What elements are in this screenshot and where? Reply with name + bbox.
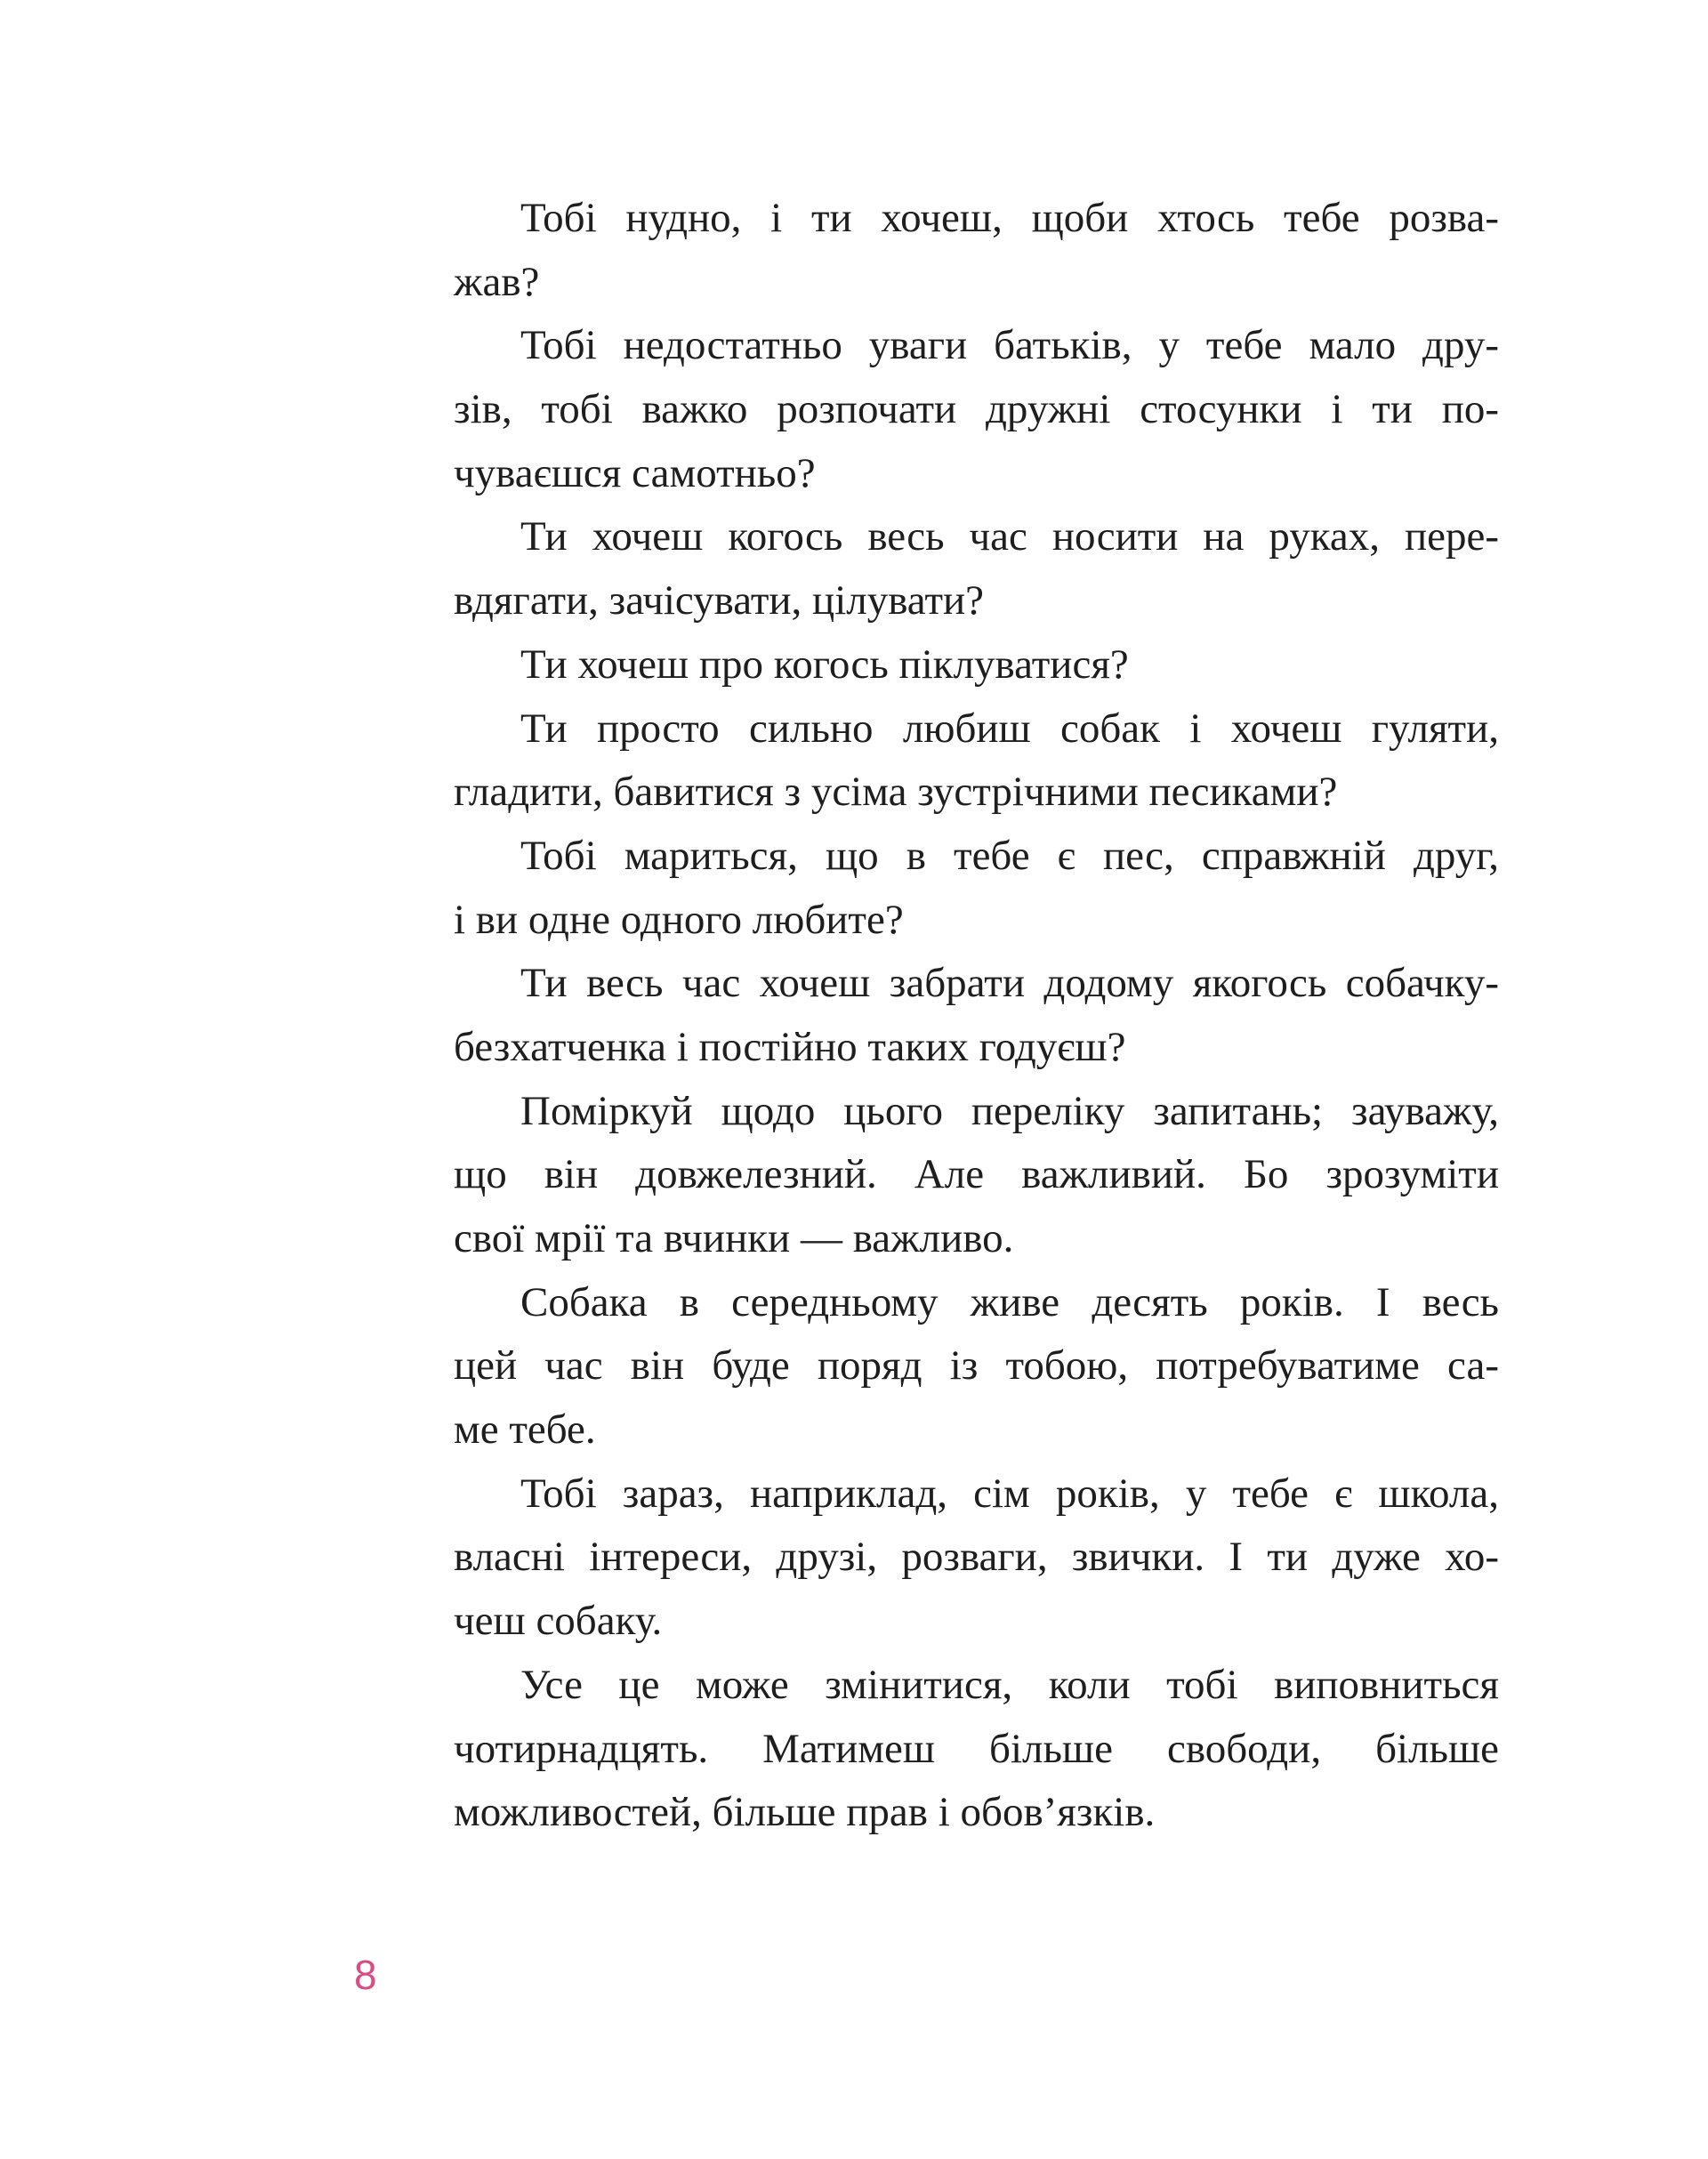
text-line: свої мрії та вчинки — важливо. bbox=[454, 1215, 1014, 1261]
text-line: Тобі мариться, що в тебе є пес, справжній друг, bbox=[520, 832, 1499, 879]
text-line: що він довжелезний. Але важливий. Бо зрозуміти bbox=[454, 1151, 1499, 1198]
text-line: Ти хочеш про когось піклуватися? bbox=[520, 640, 1129, 688]
paragraph bbox=[454, 505, 1499, 632]
text-line: чуваєшся самотньо? bbox=[454, 449, 816, 496]
paragraph bbox=[454, 952, 1499, 1079]
paragraph bbox=[454, 697, 1499, 825]
text-line: ме тебе. bbox=[454, 1406, 596, 1454]
page-number: 8 bbox=[354, 1952, 377, 1998]
text-line: Ти весь час хочеш забрати додому якогось собачку- bbox=[520, 960, 1499, 1007]
paragraph bbox=[454, 1080, 1499, 1271]
body-text bbox=[454, 187, 1499, 1845]
text-line: цей час він буде поряд із тобою, потребуватиме са- bbox=[454, 1342, 1499, 1390]
text-line: власні інтереси, друзі, розваги, звички. І ти дуже хо- bbox=[454, 1534, 1499, 1581]
text-line: Тобі нудно, і ти хочеш, щоби хтось тебе розва- bbox=[520, 195, 1499, 241]
text-line: безхатченка і постійно таких годуєш? bbox=[454, 1023, 1126, 1070]
paragraph bbox=[454, 314, 1499, 505]
text-line: Тобі зараз, наприклад, сім років, у тебе є школа, bbox=[520, 1470, 1499, 1517]
text-line: Ти хочеш когось весь час носити на руках, пере- bbox=[520, 513, 1499, 560]
paragraph bbox=[454, 633, 1499, 697]
text-line: Усе це може змінитися, коли тобі виповниться bbox=[520, 1661, 1499, 1708]
text-line: гладити, бавитися з усіма зустрічними песиками? bbox=[454, 769, 1338, 816]
text-line: чотирнадцять. Матимеш більше свободи, більше bbox=[454, 1725, 1499, 1772]
text-line: Собака в середньому живе десять років. І весь bbox=[520, 1278, 1499, 1325]
paragraph bbox=[454, 1654, 1499, 1845]
text-line: Ти просто сильно любиш собак і хочеш гуляти, bbox=[520, 705, 1499, 752]
paragraph bbox=[454, 825, 1499, 952]
text-line: чеш собаку. bbox=[454, 1598, 663, 1645]
text-line: можливостей, більше прав і обов’язків. bbox=[454, 1789, 1156, 1836]
text-line: Тобі недостатньо уваги батьків, у тебе мало дру- bbox=[520, 322, 1499, 369]
text-line: і ви одне одного любите? bbox=[454, 896, 904, 943]
paragraph bbox=[454, 187, 1499, 314]
text-line: Поміркуй щодо цього переліку запитань; зауважу, bbox=[520, 1087, 1499, 1134]
paragraph bbox=[454, 1271, 1499, 1462]
text-line: зів, тобі важко розпочати дружні стосунки і ти по- bbox=[454, 386, 1499, 433]
text-line: вдягати, зачісувати, цілувати? bbox=[454, 577, 984, 624]
text-line: жав? bbox=[454, 258, 540, 305]
paragraph bbox=[454, 1462, 1499, 1654]
